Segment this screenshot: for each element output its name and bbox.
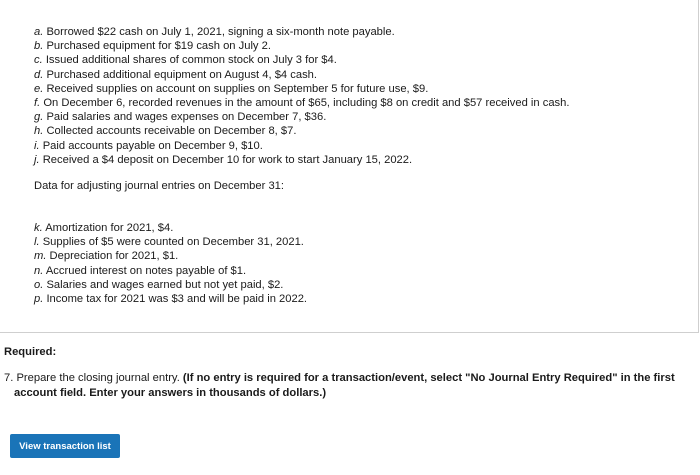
question-prompt: Prepare the closing journal entry. (16, 372, 180, 384)
list-item: a. Borrowed $22 cash on July 1, 2021, signing a six-month note payable. (34, 26, 395, 38)
adjustment-list (34, 221, 307, 306)
list-item: o. Salaries and wages earned but not yet paid, $2. (34, 278, 284, 291)
list-item: h. Collected accounts receivable on December 8, $7. (34, 125, 297, 138)
list-item: g. Paid salaries and wages expenses on December 7, $36. (34, 111, 327, 124)
question-number: 7. (4, 372, 14, 384)
question-text (4, 371, 694, 401)
list-item: n. Accrued interest on notes payable of $1. (34, 264, 247, 277)
list-item: j. Received a $4 deposit on December 10 for work to start January 15, 2022. (34, 153, 413, 166)
question-instruction: (If no entry is required for a transaction/event, select "No Journal Entry Required" in the first (182, 372, 675, 384)
list-item: l. Supplies of $5 were counted on December 31, 2021. (34, 236, 304, 249)
list-item: b. Purchased equipment for $19 cash on July 2. (34, 40, 271, 53)
adjusting-entries-heading: Data for adjusting journal entries on December 31: (34, 180, 284, 192)
list-item: k. Amortization for 2021, $4. (34, 222, 174, 234)
question-instruction-continued: account field. Enter your answers in thousands of dollars.) (14, 386, 327, 399)
list-item: m. Depreciation for 2021, $1. (34, 250, 179, 263)
list-item: p. Income tax for 2021 was $3 and will be paid in 2022. (34, 293, 308, 306)
list-item: f. On December 6, recorded revenues in the amount of $65, including $8 on credit and $57 received in cash. (34, 97, 570, 110)
required-label: Required: (4, 346, 57, 358)
list-item: d. Purchased additional equipment on August 4, $4 cash. (34, 68, 318, 81)
list-item: c. Issued additional shares of common stock on July 3 for $4. (34, 54, 337, 67)
transaction-list (34, 25, 569, 167)
list-item: i. Paid accounts payable on December 9, $10. (34, 139, 263, 152)
list-item: e. Received supplies on account on supplies on September 5 for future use, $9. (34, 82, 429, 95)
view-transaction-list-button[interactable]: View transaction list (10, 434, 120, 458)
